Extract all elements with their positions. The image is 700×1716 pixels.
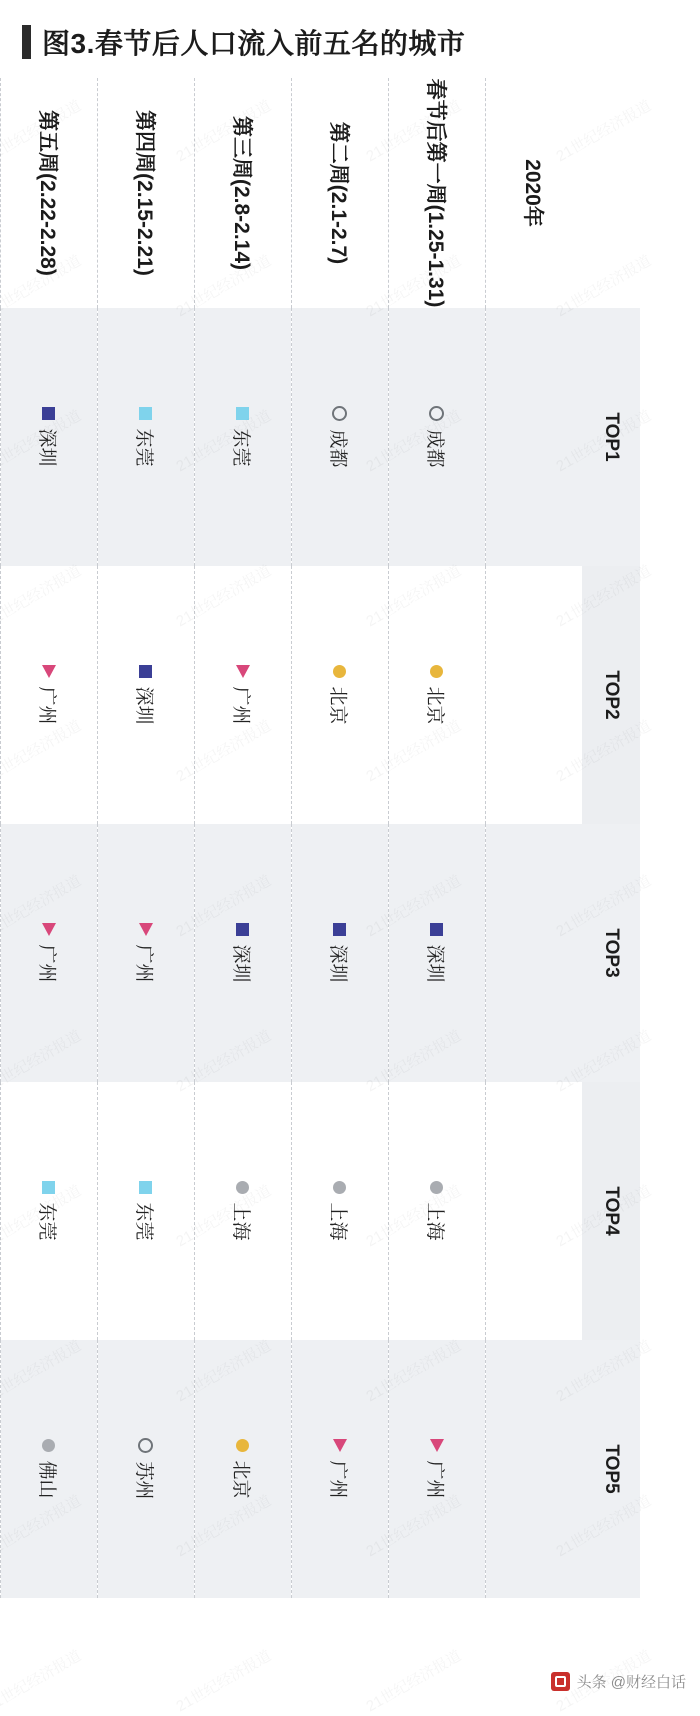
city-name: 北京 (230, 1460, 252, 1499)
spacer-cell (486, 1082, 582, 1340)
city-name: 广州 (133, 944, 155, 983)
ranking-table (0, 78, 640, 1598)
circle-fill-marker-icon (237, 1181, 250, 1194)
week-label: 第五周(2.22-2.28) (1, 78, 98, 308)
year-row-spacer (486, 1082, 583, 1340)
year-row-spacer (486, 1340, 583, 1598)
tri-pink-marker-icon (333, 1439, 347, 1452)
cell-content (1, 566, 97, 824)
week-label: 第二周(2.1-2.7) (292, 78, 389, 308)
city-name: 东莞 (36, 1202, 58, 1241)
watermark-text (362, 1645, 465, 1716)
table-cell (389, 824, 486, 1082)
table-cell (195, 1082, 292, 1340)
cell-content (1, 1082, 97, 1340)
week-row (0, 78, 1, 1598)
cell-content (98, 824, 194, 1082)
square-blue-marker-icon (140, 665, 153, 678)
city-name: 广州 (230, 686, 252, 725)
city-name: 上海 (327, 1202, 349, 1241)
cell-content (389, 308, 485, 566)
city-name: 上海 (230, 1202, 252, 1241)
dot-yellow-marker-icon (237, 1439, 250, 1452)
week-label: 春节后第一周(1.25-1.31) (389, 78, 486, 308)
tri-pink-marker-icon (42, 923, 56, 936)
circle-open-marker-icon (430, 406, 445, 421)
table-cell (98, 1340, 195, 1598)
cell-content (1, 1340, 97, 1598)
city-name: 苏州 (133, 1461, 155, 1500)
city-name: 东莞 (133, 1202, 155, 1241)
city-name: 东莞 (230, 428, 252, 467)
city-name: 成都 (424, 429, 446, 468)
table-cell (292, 824, 389, 1082)
page-title (0, 0, 700, 76)
table-cell (98, 566, 195, 824)
circle-open-marker-icon (139, 1438, 154, 1453)
year-row-spacer (486, 824, 583, 1082)
dot-yellow-marker-icon (334, 665, 347, 678)
spacer-cell (486, 824, 582, 1082)
city-name: 深圳 (327, 944, 349, 983)
title-text: 图3.春节后人口流入前五名的城市 (42, 28, 466, 59)
square-blue-marker-icon (237, 923, 250, 936)
cell-content (292, 566, 388, 824)
table-cell (98, 824, 195, 1082)
cell-content (389, 566, 485, 824)
circle-open-marker-icon (333, 406, 348, 421)
square-blue-marker-icon (431, 923, 444, 936)
cell-content (195, 1340, 291, 1598)
year-row-spacer (486, 308, 583, 566)
square-cyan-marker-icon (237, 407, 250, 420)
city-name: 深圳 (230, 944, 252, 983)
table-cell (0, 824, 1, 1082)
table-cell (1, 566, 98, 824)
cell-content (98, 1082, 194, 1340)
table-cell (98, 1082, 195, 1340)
table-cell (195, 308, 292, 566)
square-cyan-marker-icon (140, 1181, 153, 1194)
city-name: 深圳 (424, 944, 446, 983)
table-cell (389, 308, 486, 566)
cell-content (98, 1340, 194, 1598)
city-name: 上海 (424, 1202, 446, 1241)
cell-content (195, 566, 291, 824)
rank-label-top2: TOP2 (582, 566, 640, 824)
footer-credit (551, 1671, 686, 1692)
footer-source-text: 头条 @财经白话 (576, 1674, 686, 1691)
city-name: 北京 (424, 686, 446, 725)
cell-content (98, 566, 194, 824)
cell-content (195, 824, 291, 1082)
table-cell (292, 308, 389, 566)
table-header-row (582, 78, 640, 1598)
circle-fill-marker-icon (334, 1181, 347, 1194)
table-cell (0, 1082, 1, 1340)
cell-content (389, 1340, 485, 1598)
table-cell (0, 308, 1, 566)
rotated-table-wrapper (0, 78, 640, 1598)
table-cell (292, 1340, 389, 1598)
table-cell (195, 566, 292, 824)
cell-content (1, 824, 97, 1082)
city-name: 深圳 (133, 686, 155, 725)
dot-yellow-marker-icon (431, 665, 444, 678)
week-label (0, 78, 1, 308)
table-cell (389, 566, 486, 824)
watermark-text (172, 1645, 275, 1716)
city-name: 广州 (327, 1460, 349, 1499)
city-name: 成都 (327, 429, 349, 468)
week-row (292, 78, 389, 1598)
table-cell (1, 1082, 98, 1340)
cell-content (292, 824, 388, 1082)
title-accent-bar (22, 25, 31, 59)
city-name: 佛山 (36, 1460, 58, 1499)
chart-area (0, 78, 700, 1638)
table-cell (1, 1340, 98, 1598)
table-cell (0, 566, 1, 824)
table-cell (195, 824, 292, 1082)
city-name: 北京 (327, 686, 349, 725)
rank-label-top4: TOP4 (582, 1082, 640, 1340)
week-label: 第四周(2.15-2.21) (98, 78, 195, 308)
table-cell (292, 1082, 389, 1340)
cell-content (389, 824, 485, 1082)
table-cell (195, 1340, 292, 1598)
square-cyan-marker-icon (43, 1181, 56, 1194)
table-cell (0, 1340, 1, 1598)
rank-label-top5: TOP5 (582, 1340, 640, 1598)
tri-pink-marker-icon (430, 1439, 444, 1452)
city-name: 广州 (424, 1460, 446, 1499)
city-name: 东莞 (133, 428, 155, 467)
cell-content (292, 1082, 388, 1340)
table-corner (582, 78, 640, 308)
spacer-cell (486, 566, 582, 824)
tri-pink-marker-icon (236, 665, 250, 678)
circle-fill-marker-icon (431, 1181, 444, 1194)
square-cyan-marker-icon (140, 407, 153, 420)
rank-label-top1: TOP1 (582, 308, 640, 566)
year-row (486, 78, 583, 1598)
cell-content (1, 308, 97, 566)
cell-content (195, 308, 291, 566)
table-cell (1, 308, 98, 566)
table-cell (389, 1340, 486, 1598)
cell-content (292, 1340, 388, 1598)
city-name: 深圳 (36, 428, 58, 467)
watermark-text (0, 1645, 85, 1716)
week-row (98, 78, 195, 1598)
year-row-spacer (486, 566, 583, 824)
city-name: 广州 (36, 686, 58, 725)
week-label: 第三周(2.8-2.14) (195, 78, 292, 308)
week-row (195, 78, 292, 1598)
tri-pink-marker-icon (139, 923, 153, 936)
week-row (1, 78, 98, 1598)
rank-label-top3: TOP3 (582, 824, 640, 1082)
square-blue-marker-icon (334, 923, 347, 936)
tri-pink-marker-icon (42, 665, 56, 678)
spacer-cell (486, 1340, 582, 1598)
toutiao-logo-icon (551, 1672, 570, 1691)
table-cell (1, 824, 98, 1082)
circle-fill-marker-icon (43, 1439, 56, 1452)
city-name: 广州 (36, 944, 58, 983)
cell-content (98, 308, 194, 566)
week-row (389, 78, 486, 1598)
square-blue-marker-icon (43, 407, 56, 420)
cell-content (292, 308, 388, 566)
year-label: 2020年 (521, 159, 544, 227)
table-cell (292, 566, 389, 824)
spacer-cell (486, 308, 582, 566)
cell-content (389, 1082, 485, 1340)
table-cell (389, 1082, 486, 1340)
table-cell (98, 308, 195, 566)
cell-content (195, 1082, 291, 1340)
